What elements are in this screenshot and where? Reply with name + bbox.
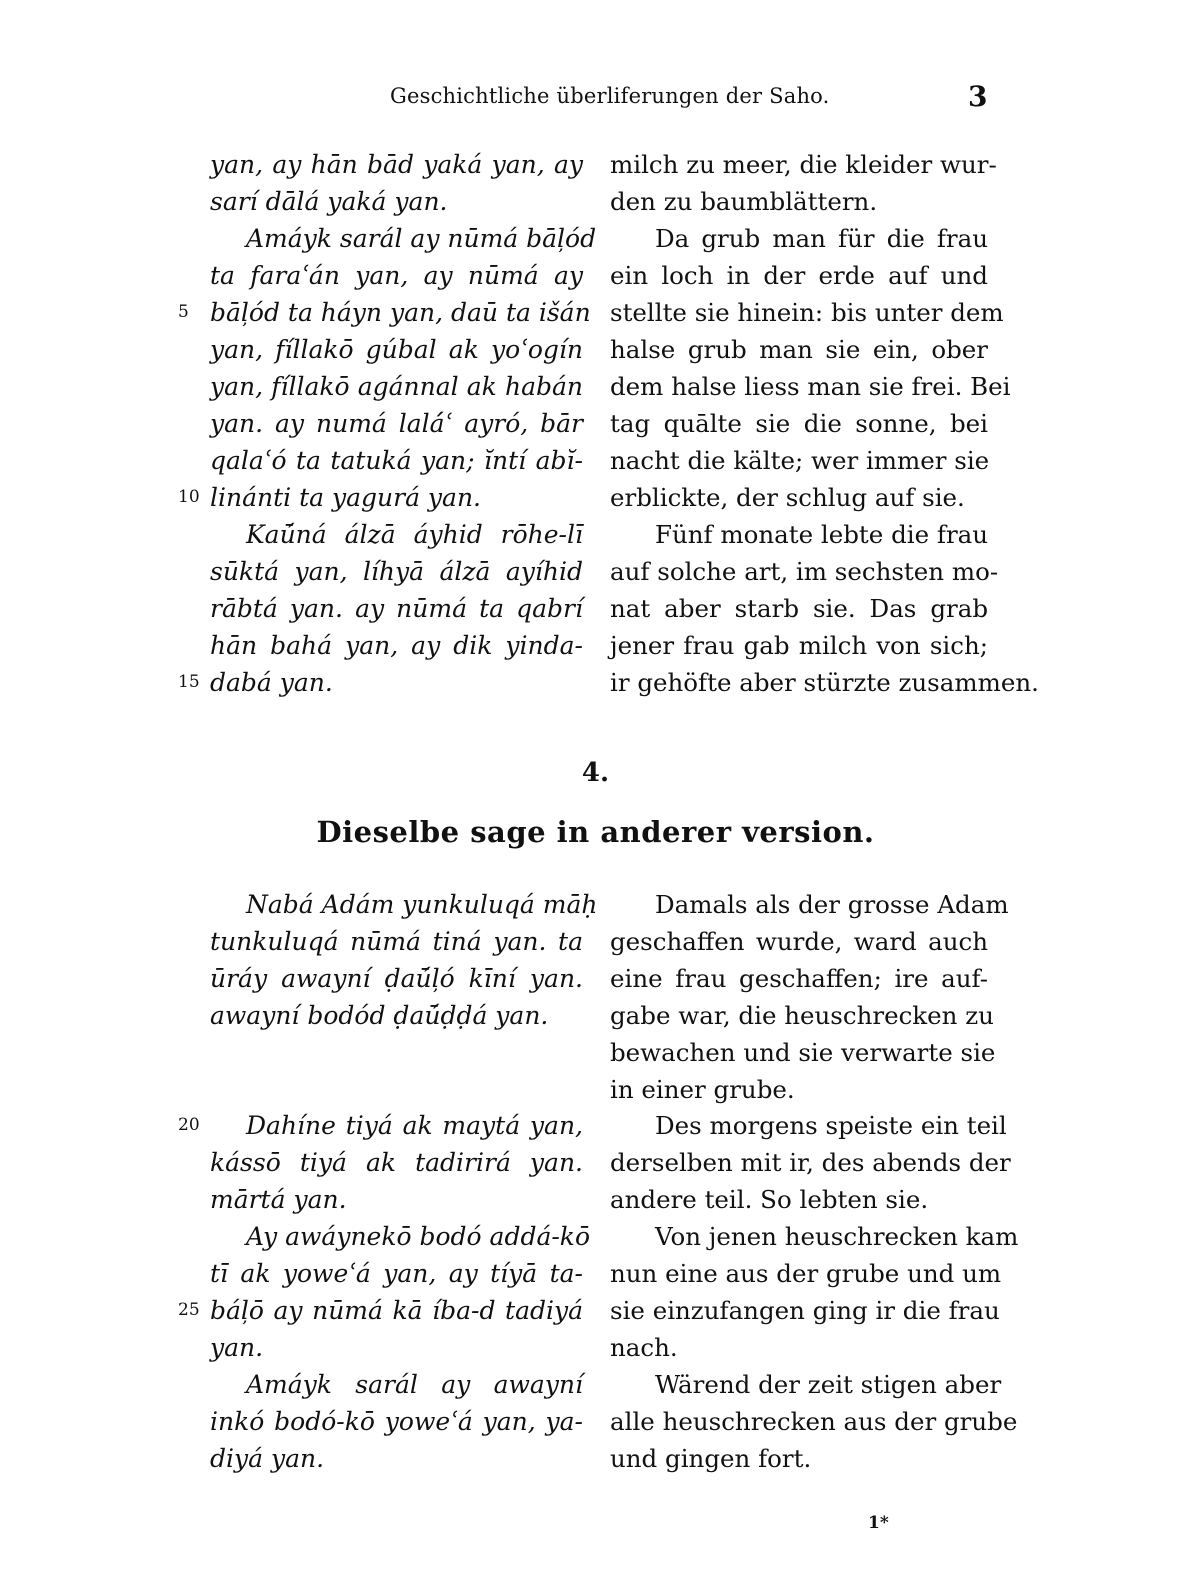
german-line: Fünf monate lebte die frau (655, 520, 989, 549)
german-text-block-2a (610, 886, 1009, 1108)
german-line: auf solche art, im sechsten mo- (610, 557, 999, 586)
saho-line: Amáyk sarál ay awayní (246, 1370, 583, 1399)
german-line: den zu baumblättern. (610, 187, 878, 216)
german-line: sie einzufangen ging ir die frau (610, 1296, 1000, 1325)
german-text-block-2b (610, 1107, 1019, 1477)
page-number: 3 (968, 80, 988, 113)
saho-line: awayní bodód ḍaū́ḍḍá yan. (210, 1001, 549, 1030)
line-number: 10 (178, 487, 200, 507)
german-line: alle heuschrecken aus der grube (610, 1407, 1018, 1436)
saho-line: tī ak yoweʿá yan, ay tíyā ta- (210, 1259, 583, 1288)
saho-text-block-2a (210, 886, 598, 1034)
saho-line: dabá yan. (210, 668, 333, 697)
line-number: 20 (178, 1115, 200, 1135)
signature-mark: 1* (868, 1513, 889, 1533)
saho-line: yan, fíllakō gúbal ak yoʿogín (210, 335, 583, 364)
german-line: Damals als der grosse Adam (655, 890, 1009, 919)
saho-line: Dahíne tiyá ak maytá yan, (246, 1111, 583, 1140)
german-line: Von jenen heuschrecken kam (655, 1222, 1019, 1251)
saho-line: hān bahá yan, ay dik yinda- (210, 631, 583, 660)
saho-line: Amáyk sarál ay nūmá bāļód (246, 224, 597, 253)
saho-line: sarí dālá yaká yan. (210, 187, 448, 216)
german-line: derselben mit ir, des abends der (610, 1148, 1011, 1177)
german-text-block-1 (610, 146, 1039, 701)
german-line: Wärend der zeit stigen aber (655, 1370, 1002, 1399)
german-line: ir gehöfte aber stürzte zusammen. (610, 668, 1039, 697)
german-line: gabe war, die heuschrecken zu (610, 1001, 994, 1030)
saho-line: Ay awáynekō bodó addá-kō (246, 1222, 591, 1251)
saho-line: tunkuluqá nūmá tiná yan. ta (210, 927, 583, 956)
german-line: Da grub man für die frau (655, 224, 988, 253)
saho-line: sūktá yan, líhyā álzā ayíhid (210, 557, 583, 586)
german-line: nun eine aus der grube und um (610, 1259, 1002, 1288)
saho-line: yan. (210, 1333, 264, 1362)
section-number: 4. (581, 758, 610, 788)
saho-text-block-2b (210, 1107, 591, 1477)
german-line: geschaffen wurde, ward auch (610, 927, 988, 956)
german-line: dem halse liess man sie frei. Bei (610, 372, 1011, 401)
running-header: Geschichtliche überliferungen der Saho. (390, 84, 830, 108)
line-number: 5 (178, 302, 189, 322)
saho-line: bāļód ta háyn yan, daū ta išán (210, 298, 591, 327)
saho-line: yan. ay numá lalá́ʿ ayró, bār (210, 409, 583, 438)
german-line: tag quālte sie die sonne, bei (610, 409, 988, 438)
german-line: nat aber starb sie. Das grab (610, 594, 988, 623)
saho-text-block-1 (210, 146, 597, 701)
saho-line: kássō tiyá ak tadirirá yan. (210, 1148, 583, 1177)
saho-line: ūráy awayní ḍaū́ļó kīní yan. (210, 964, 583, 993)
german-line: und gingen fort. (610, 1444, 812, 1473)
german-line: jener frau gab milch von sich; (610, 631, 988, 660)
german-line: nach. (610, 1333, 678, 1362)
german-line: erblickte, der schlug auf sie. (610, 483, 965, 512)
saho-line: qalaʿó ta tatuká yan; ĭntí abĭ- (210, 446, 583, 475)
saho-line: ta faraʿán yan, ay nūmá ay (210, 261, 583, 290)
saho-line: diyá yan. (210, 1444, 325, 1473)
saho-line: Nabá Adám yunkuluqá māḥ (246, 890, 598, 919)
saho-line: linánti ta yagurá yan. (210, 483, 481, 512)
german-line: Des morgens speiste ein teil (655, 1111, 1007, 1140)
saho-line: yan, fíllakō agánnal ak habán (210, 372, 583, 401)
german-line: eine frau geschaffen; ire auf- (610, 964, 988, 993)
german-line: stellte sie hinein: bis unter dem (610, 298, 1004, 327)
saho-line: rābtá yan. ay nūmá ta qabrí (210, 594, 583, 623)
saho-line: mārtá yan. (210, 1185, 347, 1214)
section-title: Dieselbe sage in anderer version. (316, 815, 875, 849)
line-number: 25 (178, 1300, 200, 1320)
line-number: 15 (178, 672, 200, 692)
saho-line: yan, ay hān bād yaká yan, ay (210, 150, 583, 179)
german-line: bewachen und sie verwarte sie (610, 1038, 996, 1067)
saho-line: inkó bodó-kō yoweʿá yan, ya- (210, 1407, 583, 1436)
german-line: in einer grube. (610, 1075, 795, 1104)
german-line: halse grub man sie ein, ober (610, 335, 988, 364)
german-line: nacht die kälte; wer immer sie (610, 446, 990, 475)
german-line: ein loch in der erde auf und (610, 261, 988, 290)
saho-line: Kaū́ná álzā áyhid rōhe-lī (246, 520, 583, 549)
german-line: milch zu meer, die kleider wur- (610, 150, 997, 179)
saho-line: báļō ay nūmá kā íba-d tadiyá (210, 1296, 583, 1325)
german-line: andere teil. So lebten sie. (610, 1185, 929, 1214)
